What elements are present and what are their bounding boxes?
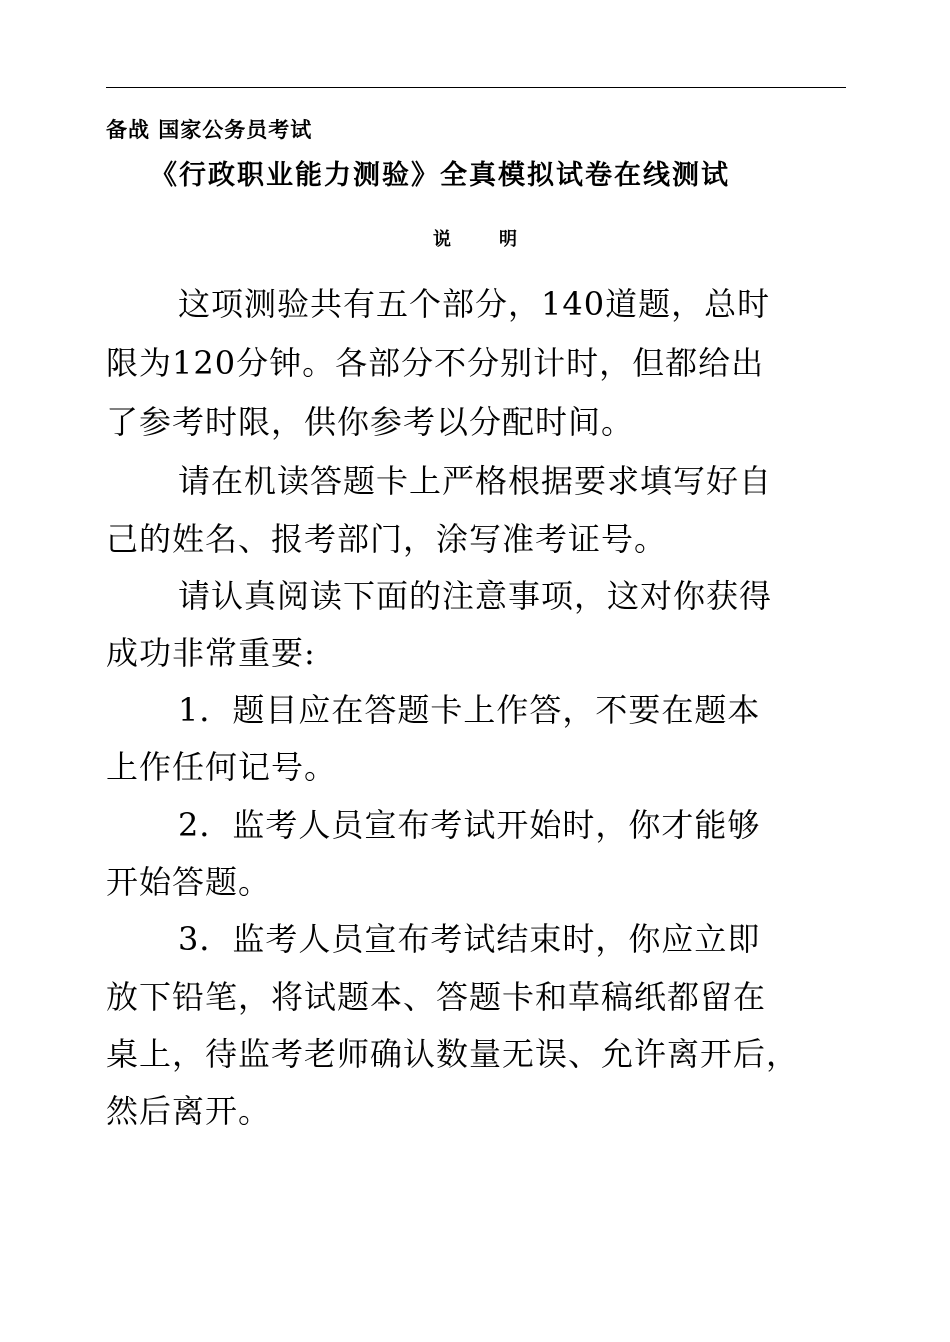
item-2-line-1: 2．监考人员宣布考试开始时，你才能够: [178, 806, 761, 844]
item-3-line-1: 3．监考人员宣布考试结束时，你应立即: [178, 920, 761, 958]
card-line-1: 请在机读答题卡上严格根据要求填写好自: [178, 462, 773, 500]
card-line-2: 己的姓名、报考部门，涂写准考证号。: [106, 520, 668, 558]
intro-line-2: 限为120分钟。各部分不分别计时，但都给出: [106, 344, 765, 382]
item-3-line-3: 桌上，待监考老师确认数量无误、允许离开后，: [106, 1035, 800, 1073]
section-heading-left: 说: [433, 229, 451, 250]
document-title: 《行政职业能力测验》全真模拟试卷在线测试: [150, 160, 730, 191]
section-heading-right: 明: [499, 229, 517, 250]
intro-line-1: 这项测验共有五个部分，140道题，总时: [178, 285, 771, 323]
item-3-line-4: 然后离开。: [106, 1092, 272, 1130]
intro-line-3: 了参考时限，供你参考以分配时间。: [106, 403, 635, 441]
item-3-line-2: 放下铅笔，将试题本、答题卡和草稿纸都留在: [106, 978, 767, 1016]
item-2-line-2: 开始答题。: [106, 863, 272, 901]
header-rule: [106, 87, 846, 88]
section-heading: [0, 225, 950, 251]
notice-line-1: 请认真阅读下面的注意事项，这对你获得: [178, 577, 773, 615]
item-1-line-2: 上作任何记号。: [106, 748, 338, 786]
header-label: 备战 国家公务员考试: [106, 117, 313, 142]
item-1-line-1: 1．题目应在答题卡上作答，不要在题本: [178, 691, 761, 729]
notice-line-2: 成功非常重要:: [106, 634, 316, 672]
